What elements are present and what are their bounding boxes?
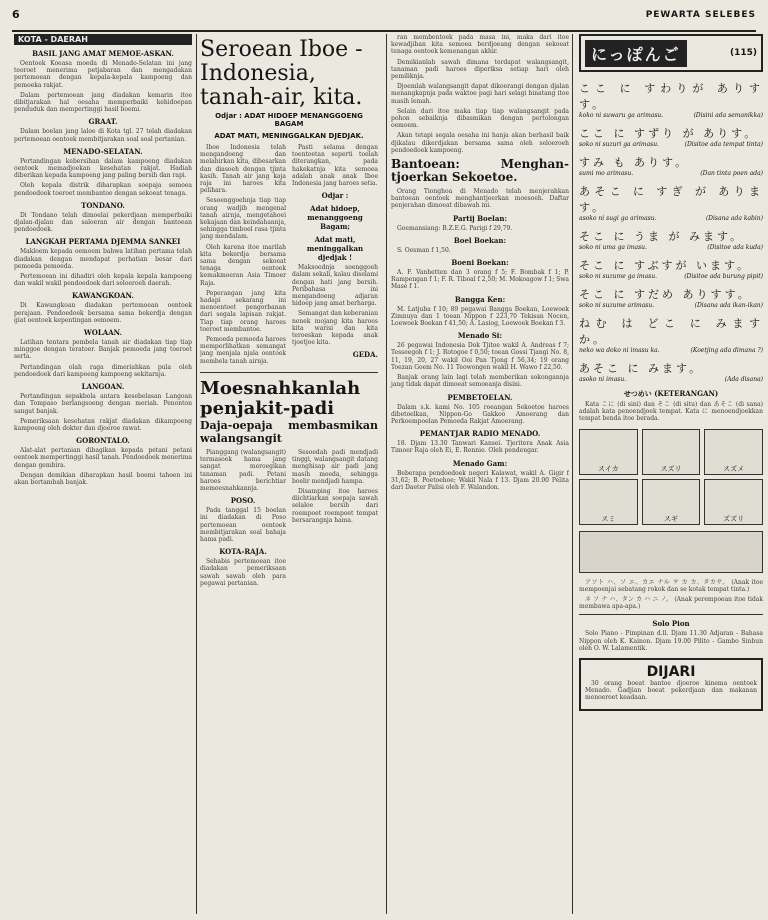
subheading: Menado Gam: bbox=[452, 458, 508, 468]
article-heading: KAWANGKOAN. bbox=[72, 291, 134, 301]
lesson-romaji-row bbox=[579, 141, 763, 148]
lesson-romaji: soko ni suzume ga imasu. bbox=[579, 273, 658, 280]
cow-illustration bbox=[579, 531, 763, 573]
article-heading: WOLAAN. bbox=[83, 328, 123, 338]
lesson-line bbox=[579, 360, 763, 383]
body-text: ネ ソ ナ ハ、タン カ ハ ニ ノ。 (Anak perempoean itoe tidak membawa apa-apa.) bbox=[579, 596, 763, 611]
divider bbox=[579, 614, 763, 615]
lesson-romaji-row bbox=[579, 376, 763, 383]
body-text: Oleh kepala distrik diharapkan soepaja semoea pendoedoek toeroet membantoe dengan sekoeat tenaga. bbox=[14, 182, 192, 197]
lesson-romaji-row bbox=[579, 273, 763, 280]
lesson-line bbox=[579, 286, 763, 309]
picture-cell: スズリ bbox=[642, 429, 701, 475]
feature-body bbox=[200, 144, 378, 368]
subheading: Menado Si: bbox=[457, 331, 503, 341]
column-kota-daerah bbox=[14, 34, 197, 914]
lesson-number: (115) bbox=[729, 48, 757, 58]
body-text: Selain dari itoe maka tiap tiap walangsangit pada pohon sebaiknja dibasmikan dengan pertolongan oemoem. bbox=[391, 107, 569, 130]
body-text: Beberapa pendoedoek negeri Kalawat, wakil A. Gigir f 31,62; B. Poetoehoe; Wakil Nala f 13. Djam 20.00 Pelita dari Daeter Palisi oleh F. Walandon. bbox=[391, 469, 569, 491]
body-text: M. Latjuba f 10; 89 pegawai Bangga Boekan, Loewoek Zimnuya dan 1 toean Nippon f 223,70 Tekisan Nocen, Loewoek Boekan f 41,50; A. Lasiog, Loewoek Boekan f 3. bbox=[391, 305, 569, 328]
body-text: Oentoek Koeasa moeda di Menado-Selatan ini jang teoroet menerima petjabaran dan mengadakan pertemoean dengan kepala-kepala kampoeng dan pemoeka rakjat. bbox=[14, 60, 192, 89]
article-heading: GRAAT. bbox=[88, 117, 118, 127]
body-text: Sehabis pertemoean itoe diadakan pemeriksaan sawah sawah oleh para pegawai pertanian. bbox=[200, 558, 286, 587]
lesson-romaji: asoko ni sugi ga arimasu. bbox=[579, 215, 657, 222]
picture-grid bbox=[579, 429, 763, 525]
body-text: Sesoedah padi mendjadi tinggi, walangsangit datang menghisap air padi jang masih moeda, sehingga boelir mendjadi hampa. bbox=[292, 448, 378, 485]
lesson-gloss: (Disitoe ada kuda) bbox=[707, 244, 763, 251]
lesson-romaji-row bbox=[579, 215, 763, 222]
body-text: ran membentoek pada masa ini, maka dari itoe kewadjiban kita semoea berdjoeang dengan sekoeat tenaga oentoek kemenangan akhir. bbox=[391, 34, 569, 56]
subheading: POSO. bbox=[230, 496, 256, 506]
article-body bbox=[200, 449, 378, 590]
subheading: KOTA-RAJA. bbox=[219, 547, 267, 557]
body-text: Pemeriksaan kesehatan rakjat diadakan dikampoeng kampoeng oleh dokter dan djoeroe rawat. bbox=[14, 417, 192, 432]
body-text: Djoemlah walangsangit dapat dikoerangi dengan djalan menangkapnja pada waktoe pagi hari selagi binatang itoe masih lemah. bbox=[391, 83, 569, 105]
body-text: Pertemoean ini dihadiri oleh kepala kepala kampoeng dan wakil wakil pendoedoek dari seloeroeh daerah. bbox=[14, 273, 192, 288]
lesson-japanese: そこ に すぶすが います。 bbox=[579, 259, 752, 272]
lesson-japanese: すみ も ありす。 bbox=[579, 156, 690, 169]
article-heading: LANGOAN. bbox=[81, 382, 125, 392]
body-text: Maksoednja soenggoeh dalam sekali, kalau diselami dengan hati jang bersih. Peribahasa ini mengandoeng adjaran hidoep jang amat berharga. bbox=[292, 264, 378, 308]
subheading: Adat mati, meninggalkan djedjak ! bbox=[306, 235, 364, 263]
body-text: Di Kawangkoan diadakan pertemoean oentoek perajaan. Pendoedoek bersama sama bekerdja dengan giat oentoek kepentingan oemoem. bbox=[14, 302, 192, 324]
body-text: Pada tanggal 15 boelan ini diadakan di Poso pertemoean oentoek membitjarakan soal bahaja hama padi. bbox=[200, 507, 286, 543]
body-text: Dalam s.k. kami No. 105 roeangan Sekoetoe haroes dibetoelkan, Nippon-Go Gakkoo Amoerang dan Perkoempoelan Pemoeda Rakjat Amoerang. bbox=[391, 403, 569, 425]
lesson-line bbox=[579, 80, 763, 119]
keterangan-heading: せつめい (KETERANGAN) bbox=[623, 389, 719, 398]
subheading: Odjar : bbox=[321, 191, 349, 201]
body-text: A. F. Vanhetten dan 3 orang f 5; F. Bombak f 1; P. Rampengan f 1; F. R. Tiboal f 2,50; M. Mokoagow f 1; Swa Mase f 1. bbox=[391, 269, 569, 291]
advertisement bbox=[579, 658, 763, 711]
lesson-line bbox=[579, 315, 763, 354]
body-text: Pianggang (walangsangit) termasoek hama jang sangat meroegikan tanaman padi. Petani haroes berichtiar memoesnahkannja. bbox=[200, 448, 286, 492]
lesson-romaji: soko ni suzume arimasu. bbox=[579, 302, 655, 309]
subheading: Boel Boekan: bbox=[453, 235, 507, 245]
masthead: PEWARTA SELEBES bbox=[645, 10, 756, 20]
picture-cell: ズズリ bbox=[704, 479, 763, 525]
lesson-romaji-row bbox=[579, 112, 763, 119]
body-text: Makloem kepada oemoem bahwa latihan pertama telah diadakan dengan mendapat perhatian besar dari pemoeda pemoeda. bbox=[14, 248, 192, 270]
lesson-gloss: (Disitoe ada tempat tinta) bbox=[684, 141, 763, 148]
lesson-list bbox=[579, 80, 763, 383]
page-header bbox=[12, 6, 756, 32]
article-heading: GORONTALO. bbox=[76, 436, 130, 446]
body-text: Banjak orang lain lagi telah memberikan sokongannja jang tidak dapat dimoeat semoeanja disini. bbox=[391, 374, 569, 389]
feature-title: Seroean Iboe - Indonesia, tanah-air, kita. bbox=[200, 37, 363, 110]
body-text: S. Oesman f 1,50. bbox=[397, 246, 451, 254]
column-news bbox=[386, 34, 569, 914]
lesson-gloss: (Koetjing ada dimana ?) bbox=[690, 347, 763, 354]
body-text: Solo Piano - Pimpinan d.ll. Djam 11.30 Adjaran - Bahasa Nippon oleh K. Kainon. Djam 19.00 Pilito - Gambo Sinbun oleh O. W. Lalamentik. bbox=[579, 630, 763, 652]
agenda-heading: Solo Pion bbox=[652, 619, 690, 629]
body-text: Sesoenggoehnja tiap tiap orang wadjib mengenal tanah airnja, mengetahoei kekajaan dan keindahannja, sehingga timboel rasa tjinta jang mendalam. bbox=[200, 197, 286, 241]
body-text: 30 orang boeat bantoe djoeroe kinema oentoek Menado. Gadjian boeat pekerdjaan dan makanan menoeroet keadaan. bbox=[585, 680, 757, 702]
page-number: 6 bbox=[12, 8, 20, 21]
body-text: 26 pegawai Indonesia Dok Tjitoe wakil A. Andreas f 7; Tesseegoh f 1; J. Rotogoe f 0,50; toean Gossi Tjangi No. 8, 11, 19, 20, 27 wakil Ooi Pan Tjong f 56,34; 19 orang Toezan Goem No. 11 Teowongen wakil H. Wawo f 22,50. bbox=[391, 342, 569, 371]
article-heading: BASIL JANG AMAT MEMOE-ASKAN. bbox=[32, 49, 174, 58]
lesson-japanese: そこ に すだめ ありすす。 bbox=[579, 288, 752, 301]
body-text: アソト ハ、ソ エ、カエ ナル ヲ カ カ、タカサ。 (Anak itoe mempoenjai sebatang rokok dan se kotak tempat tinta.) bbox=[579, 578, 763, 593]
lesson-gloss: (Disana ada kabin) bbox=[705, 215, 763, 222]
lesson-gloss: (Ada disana) bbox=[724, 376, 763, 383]
picture-cell: スイカ bbox=[579, 429, 638, 475]
lesson-romaji: soko ni uma ga imasu. bbox=[579, 244, 647, 251]
body-text: Latihan tentara pembela tanah air diadakan tiap tiap minggoe dengan teratoer. Banjak pemoeda jang toeroet serta. bbox=[14, 339, 192, 361]
lesson-gloss: (Disitoe ada burung pipit) bbox=[684, 273, 763, 280]
lesson-gloss: (Disini ada semanikka) bbox=[693, 112, 763, 119]
lesson-romaji-row bbox=[579, 302, 763, 309]
article-heading: TONDANO. bbox=[81, 200, 125, 210]
divider bbox=[200, 372, 378, 373]
body-text: Dalam boelan jang laloe di Kota tgl. 27 telah diadakan pertemoean oentoek membitjarakan soal soal pertanian. bbox=[14, 128, 192, 143]
article-heading: MENADO-SELATAN. bbox=[63, 146, 143, 156]
lesson-romaji: koko ni suwaru ga arimasu. bbox=[579, 112, 664, 119]
picture-cell: スズメ bbox=[704, 429, 763, 475]
body-text: Di Tondano telah dimoelai pekerdjaan memperbaiki djalan-djalan dan saloeran air dengan bantoean pendoedoek. bbox=[14, 211, 192, 234]
body-text: Orang Tionghoa di Menado telah menjerahkan bantoean oentoek menghantjoerkan moesoeh. Daftar penjerahan dimoeat dibawah ini. bbox=[391, 188, 569, 210]
body-text: 18. Djam 13.30 Tanwari Kansei. Tjeritera Anak Asia Timoer Raja oleh Ei, E. Ronnie. Oleh pendengar. bbox=[391, 440, 569, 455]
feature-deck: ADAT MATI, MENINGGALKAN DJEDJAK. bbox=[214, 132, 364, 140]
article-heading: LANGKAH PERTAMA DJEMMA SANKEI bbox=[25, 237, 181, 247]
subheading: Adat hidoep, menanggoeng Bagam; bbox=[307, 204, 363, 232]
lesson-japanese: ねむ は どこ に みます か。 bbox=[579, 317, 763, 346]
subheading: Bangga Ken: bbox=[454, 294, 506, 304]
section-heading: KOTA - DAERAH bbox=[14, 34, 192, 45]
body-text: Pertandingan sepakbola antara kesebelasan Langoan dan Tompaso berlangsoeng dengan meriah. Penonton sangat banjak. bbox=[14, 393, 192, 415]
picture-cell: スギ bbox=[642, 479, 701, 525]
picture-cell: スミ bbox=[579, 479, 638, 525]
lesson-gloss: (Disana ada ikan-ikan) bbox=[694, 302, 763, 309]
body-text: Alat-alat pertanian dibagikan kepada petani petani oentoek mempertinggi hasil tanah. Pendoedoek menerima dengan gembira. bbox=[14, 447, 192, 469]
signature: GEDA. bbox=[352, 350, 378, 360]
column-language-lesson bbox=[572, 34, 763, 914]
lesson-romaji: neko wa doko ni imasu ka. bbox=[579, 347, 660, 354]
lesson-line bbox=[579, 257, 763, 280]
body-text: Kata こに (di sini) dan そこ (di situ) dan あそこ (di sana) adalah kata penoendjoek tempat. Kata に menoendjoekkan tempat benda itoe berada. bbox=[579, 401, 763, 423]
lesson-romaji: asoko ni imasu. bbox=[579, 376, 627, 383]
subheading: PEMBETOELAN. bbox=[447, 392, 513, 402]
feature-deck: Odjar : ADAT HIDOEP MENANGGOENG BAGAM bbox=[215, 112, 363, 128]
article-title: Bantoean: Menghan-tjoerkan Sekoetoe. bbox=[391, 157, 569, 185]
lesson-line bbox=[579, 125, 763, 148]
article-title: Moesnahkanlah penjakit-padi bbox=[200, 377, 361, 419]
body-text: Oleh karena itoe marilah kita bekerdja bersama sama dengan sekoeat tenaga oentoek kemakmoeran Asia Timoer Raja. bbox=[200, 243, 286, 287]
body-text: Peperangan jang kita hadapi sekarang ini menoentoet pengorbanan dari segala lapisan rakjat. Tiap tiap orang haroes toeroet membantoe. bbox=[200, 289, 286, 333]
ad-title: DIJARI bbox=[646, 664, 696, 681]
body-text: Pertandingan kebersihan dalam kampoeng diadakan oentoek memadjoekan kesehatan rakjat. Hadiah diberikan kepada kampoeng jang paling bersih dan rapi. bbox=[14, 157, 192, 180]
lesson-romaji: sumi mo arimasu. bbox=[579, 170, 634, 177]
column-feature bbox=[200, 34, 378, 914]
lesson-japanese: ここ に すずり が ありす。 bbox=[579, 127, 759, 140]
body-text: Dalam pertemoean jang diadakan kemarin itoe dibitjarakan hal oesaha memperbaiki kehidoepan penduduk dan mempertinggi hasil boemi. bbox=[14, 91, 192, 114]
body-text: Demikianlah sawah dimana terdapat walangsangit, tanaman padi haroes diperiksa setiap hari oleh pemiliknja. bbox=[391, 58, 569, 81]
body-text: Pemoeda pemoeda haroes memperlihatkan semangat jang menjala njala oentoek membela tanah airnja. bbox=[200, 336, 286, 365]
lesson-gloss: (Dan tinta poen ada) bbox=[700, 170, 763, 177]
article-deck: Daja-oepaja membasmikan walangsangit bbox=[200, 418, 378, 445]
lesson-line bbox=[579, 183, 763, 222]
lesson-line bbox=[579, 228, 763, 251]
lesson-line bbox=[579, 154, 763, 177]
body-text: Disamping itoe haroes diichtiarkan soepaja sawah selaloe bersih dari roempoet roempoet tempat bersarangnja hama. bbox=[292, 487, 378, 524]
body-text: Akan tetapi segala oesaha ini hanja akan berhasil baik djikalau dikerdjakan bersama sama oleh seloeroeh pendoedoek kampoeng. bbox=[391, 132, 569, 154]
body-text: Semangat dan keberanian nenek mojang kita haroes kita warisi dan kita teroeskan kepada anak tjoetjoe kita. bbox=[292, 310, 378, 347]
body-text: Dengan demikian diharapkan hasil boemi tahoen ini akan bertambah banjak. bbox=[14, 471, 192, 486]
subheading: Boeni Boekan: bbox=[451, 258, 509, 268]
lesson-romaji-row bbox=[579, 170, 763, 177]
subheading: PEMANTJAR RADIO MENADO. bbox=[419, 429, 541, 439]
lesson-japanese: あそこ に みます。 bbox=[579, 362, 704, 375]
lesson-japanese: ここ に すわりが ありすす。 bbox=[579, 82, 763, 111]
lesson-header bbox=[579, 34, 763, 72]
body-text: Pasti selama dengan toentoetan seperti toelah diterangkan, pada hakekatnja kita semoea adalah anak anak Iboe Indonesia jang haroes setia. bbox=[292, 144, 378, 188]
lesson-japanese: そこ に うま が みます。 bbox=[579, 230, 745, 243]
lesson-japanese: あそこ に すぎ が あります。 bbox=[579, 185, 763, 214]
body-text: Goemansiang: B.Z.E.G. Parigi f 29,79. bbox=[397, 224, 513, 232]
lesson-romaji: soko ni suzuri ga arimasu. bbox=[579, 141, 660, 148]
subheading: Partij Boelan: bbox=[452, 213, 508, 223]
lesson-romaji-row bbox=[579, 347, 763, 354]
lesson-title: にっぽんご bbox=[585, 40, 687, 67]
body-text: Pertandingan olah raga dimeriahkan pula oleh pendoedoek dari kampoeng kampoeng sekitarnja. bbox=[14, 363, 192, 378]
lesson-romaji-row bbox=[579, 244, 763, 251]
body-text: Iboe Indonesia telah mengandoeng dan melahirkan kita, dibesarkan dan diasoeh dengan tjinta kasih. Tanah air jang kaja raja ini haroes kita pelihara. bbox=[200, 144, 286, 195]
